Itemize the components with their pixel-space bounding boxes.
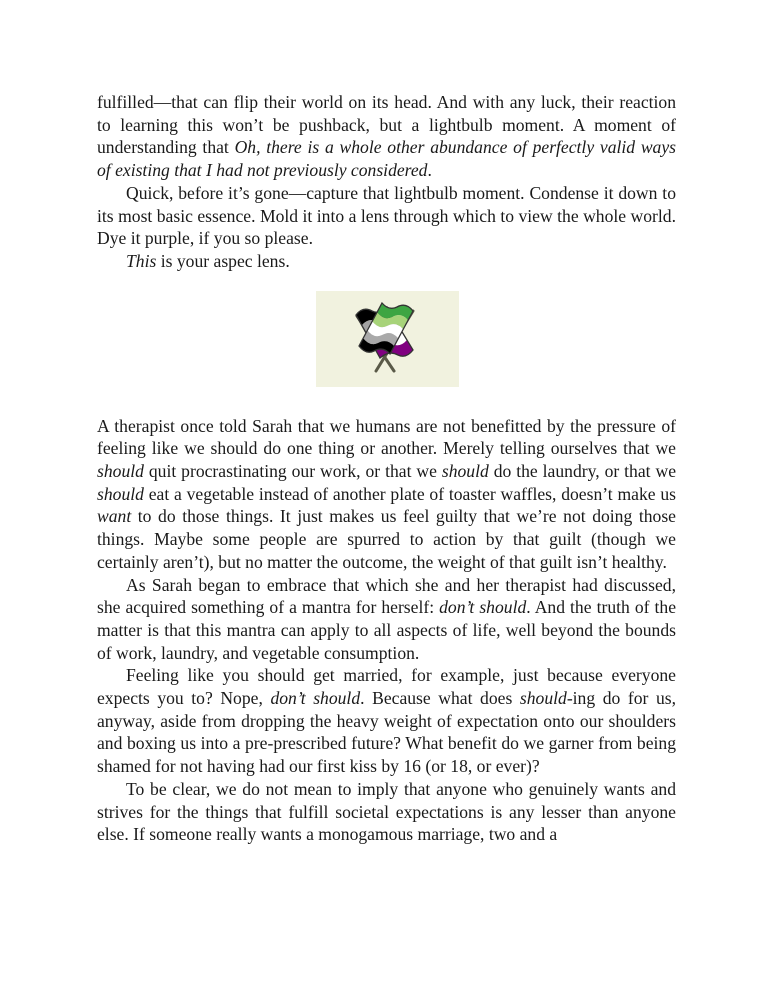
paragraph-4: [97, 415, 676, 574]
paragraph-4-text-d: eat a vegetable instead of another plate of toaster waffles, doesn’t make us: [143, 483, 676, 504]
crossed-flags-icon: [316, 291, 459, 387]
paragraph-3-emphasis: This: [126, 250, 157, 271]
paragraph-4-text-a: A therapist once told Sarah that we humans are not benefitted by the pressure of feeling like we should do one thing or another. Merely telling ourselves that we: [97, 415, 676, 459]
paragraph-1-emphasis: Oh, there is a whole other abundance of perfectly valid ways of existing that I had not previously considered: [97, 137, 677, 181]
paragraph-6-emphasis-2: should: [519, 688, 567, 709]
paragraph-6-text-c: -ing do for us, anyway, aside from dropping the heavy weight of expectation onto our shoulders and boxing us into a pre-prescribed future? What benefit do we garner from being shamed for not having had our first kiss by 16 (or 18, or ever)?: [97, 688, 677, 777]
paragraph-1-text: fulfilled—that can flip their world on its head. And with any luck, their reaction to learning this won’t be pushback, but a lightbulb moment. A moment of understanding that: [97, 92, 676, 158]
paragraph-4-emphasis-1: should: [97, 461, 144, 482]
paragraph-6-text-b: . Because what does: [360, 688, 520, 709]
paragraph-2: Quick, before it’s gone—capture that lightbulb moment. Condense it down to its most basic essence. Mold it into a lens through which to view the whole world. Dye it purple, if you so please.: [97, 182, 676, 249]
paragraph-4-text-b: quit procrastinating our work, or that we: [143, 461, 442, 482]
section-gap: [97, 387, 676, 415]
paragraph-5-emphasis: don’t should: [439, 597, 527, 618]
paragraph-6: [97, 664, 676, 778]
paragraph-1-end: .: [427, 160, 432, 181]
paragraph-6-emphasis-1: don’t should: [270, 688, 361, 709]
paragraph-4-text-e: to do those things. It just makes us feel guilty that we’re not doing those things. Maybe some people are spurred to action by that guilt (though we certainly aren’t), but no matter the outcome, the weight of that guilt isn’t healthy.: [97, 506, 676, 572]
paragraph-4-emphasis-4: want: [97, 506, 132, 527]
paragraph-4-emphasis-2: should: [441, 461, 489, 482]
paragraph-4-text-c: do the laundry, or that we: [488, 461, 676, 482]
paragraph-5-text-a: As Sarah began to embrace that which she and her therapist had discussed, she acquired something of a mantra for herself:: [97, 574, 676, 618]
paragraph-1: [97, 91, 676, 182]
paragraph-6-text-a: Feeling like you should get married, for example, just because everyone expects you to? Nope,: [97, 665, 676, 709]
paragraph-5-text-b: . And the truth of the matter is that this mantra can apply to all aspects of life, well beyond the bounds of work, laundry, and vegetable consumption.: [97, 597, 676, 663]
paragraph-5: [97, 574, 676, 665]
paragraph-3: [97, 250, 676, 273]
flags-illustration: [316, 291, 459, 387]
paragraph-4-emphasis-3: should: [97, 483, 144, 504]
document-page: [97, 91, 676, 846]
paragraph-7: To be clear, we do not mean to imply that anyone who genuinely wants and strives for the things that fulfill societal expectations is any lesser than anyone else. If someone really wants a monogamous marriage, two and a: [97, 778, 676, 845]
paragraph-3-text: is your aspec lens.: [156, 250, 290, 271]
